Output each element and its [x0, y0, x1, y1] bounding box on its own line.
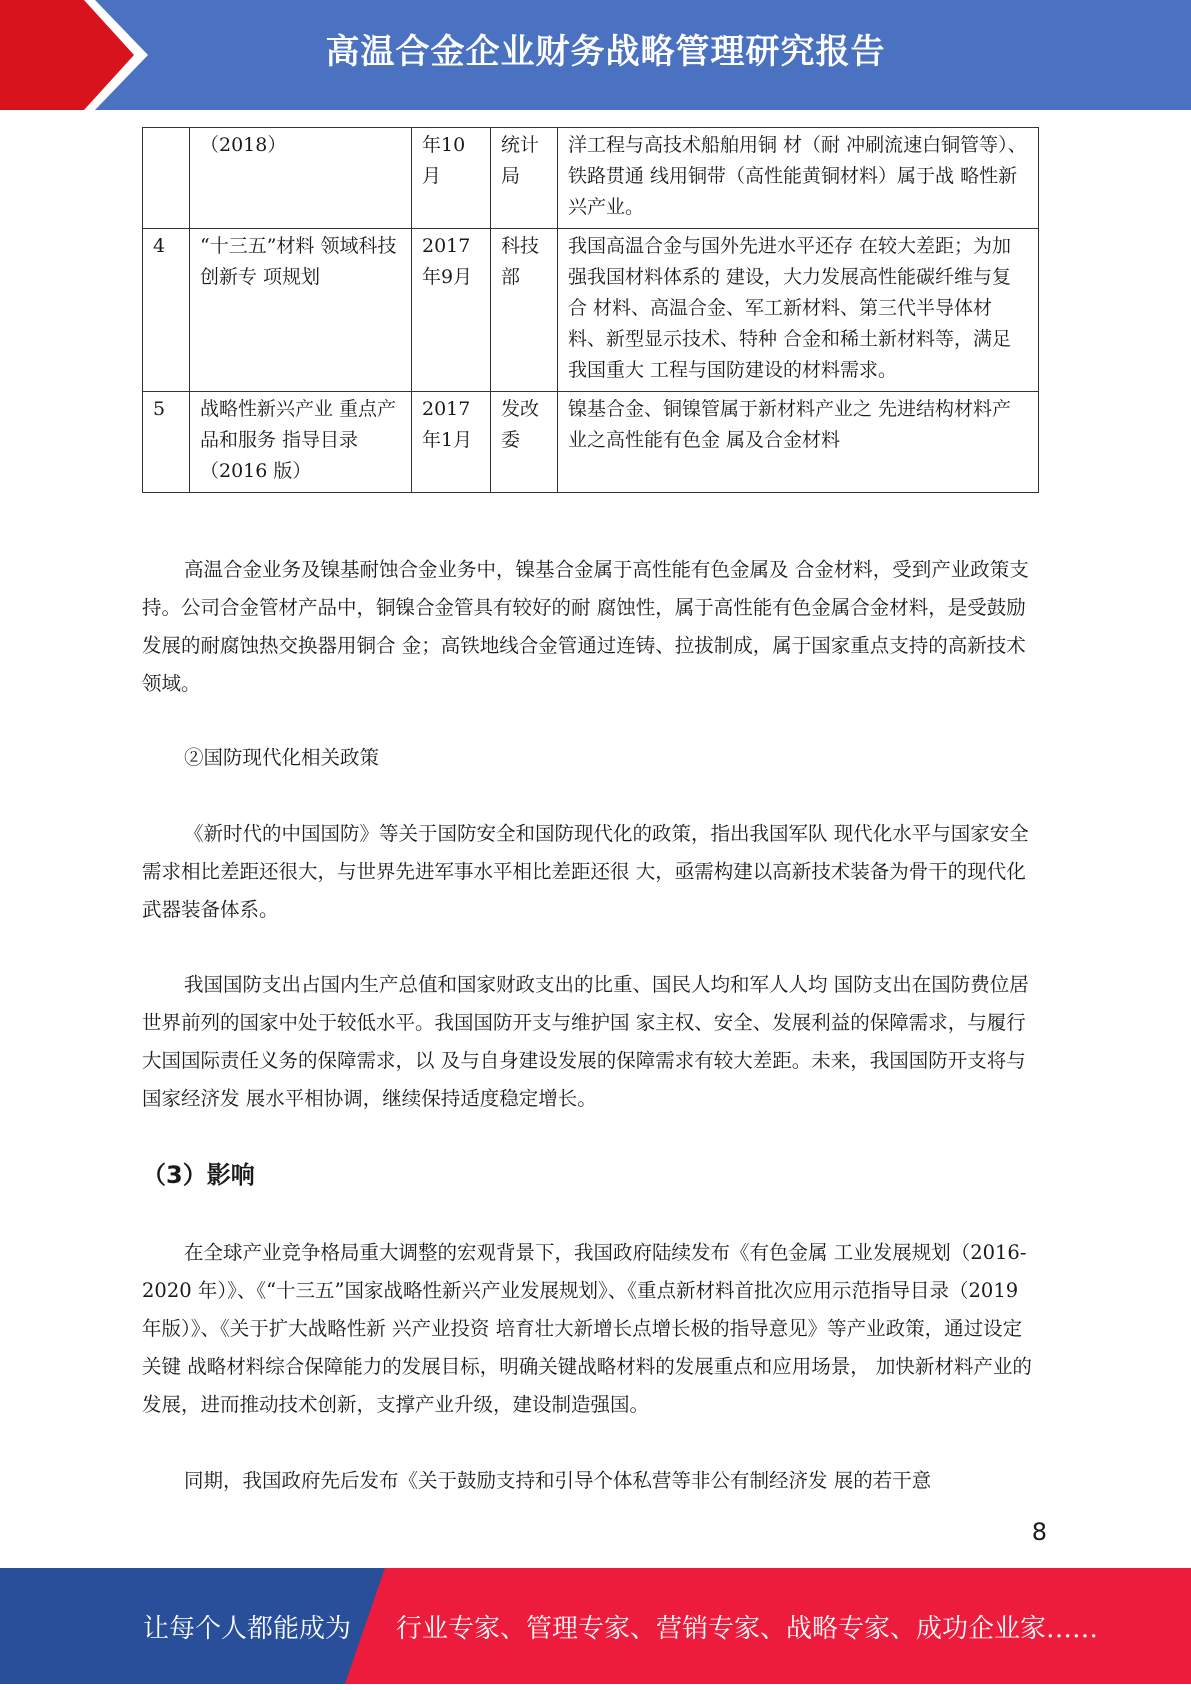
table-cell-department: 统计局	[491, 128, 558, 229]
table-cell-department: 科技部	[491, 229, 558, 392]
table-cell-policy-name: （2018）	[190, 128, 412, 229]
table-cell-content: 镍基合金、铜镍管属于新材料产业之 先进结构材料产业之高性能有色金 属及合金材料	[558, 392, 1039, 493]
table-cell-index	[143, 128, 190, 229]
footer-slogan-left: 让每个人都能成为	[143, 1614, 352, 1644]
table-cell-content: 我国高温合金与国外先进水平还存 在较大差距；为加强我国材料体系的 建设，大力发展高性能碳纤维与复合 材料、高温合金、军工新材料、第三代半导体材料、新型显示技术、特种 合金和稀土新材料等，满足我国重大 工程与国防建设的材料需求。	[558, 229, 1039, 392]
table-cell-date: 2017年9月	[412, 229, 491, 392]
table-cell-date: 2017年1月	[412, 392, 491, 493]
paragraph-text: 高温合金业务及镍基耐蚀合金业务中，镍基合金属于高性能有色金属及 合金材料，受到产业政策支持。公司合金管材产品中，铜镍合金管具有较好的耐 腐蚀性，属于高性能有色金属合金材料，是受鼓励发展的耐腐蚀热交换器用铜合 金；高铁地线合金管通过连铸、拉拔制成，属于国家重点支持的高新技术领域。	[142, 558, 1029, 695]
table-cell-policy-name: 战略性新兴产业 重点产品和服务 指导目录（2016 版）	[190, 392, 412, 493]
table-cell-content: 洋工程与高技术船舶用铜 材（耐 冲刷流速白铜管等）、铁路贯通 线用铜带（高性能黄铜材料）属于战 略性新兴产业。	[558, 128, 1039, 229]
table-cell-date: 年10月	[412, 128, 491, 229]
paragraph-private-economy	[142, 1462, 1038, 1500]
paragraph-text: 在全球产业竞争格局重大调整的宏观背景下，我国政府陆续发布《有色金属 工业发展规划（2016-2020 年）》、《“十三五”国家战略性新兴产业发展规划》、《重点新材料首批次应用示范指导目录（2019 年版）》、《关于扩大战略性新 兴产业投资 培育壮大新增长点增长极的指导意见》等产业政策，通过设定关键 战略材料综合保障能力的发展目标，明确关键战略材料的发展重点和应用场景， 加快新材料产业的发展，进而推动技术创新，支撑产业升级，建设制造强国。	[142, 1241, 1032, 1416]
report-title: 高温合金企业财务战略管理研究报告	[325, 32, 886, 72]
table-row	[143, 229, 1039, 392]
paragraph-industry-policy	[142, 551, 1038, 703]
policy-table	[142, 127, 1039, 493]
paragraph-defense-spending	[142, 966, 1038, 1118]
page-number: 8	[1031, 1518, 1047, 1546]
table-cell-index: 4	[143, 229, 190, 392]
subheading-text: ②国防现代化相关政策	[184, 746, 380, 769]
table-cell-department: 发改委	[491, 392, 558, 493]
section-heading: （3）影响	[142, 1161, 255, 1189]
table-row	[143, 128, 1039, 229]
table-row	[143, 392, 1039, 493]
subheading-defense-policy	[142, 739, 1038, 777]
paragraph-influence	[142, 1234, 1038, 1424]
page-header	[0, 0, 1191, 110]
paragraph-defense-modernization	[142, 815, 1038, 929]
page-footer	[0, 1568, 1191, 1684]
footer-slogan-right: 行业专家、管理专家、营销专家、战略专家、成功企业家……	[396, 1614, 1099, 1644]
table-cell-policy-name: “十三五”材料 领域科技创新专 项规划	[190, 229, 412, 392]
paragraph-text: 《新时代的中国国防》等关于国防安全和国防现代化的政策，指出我国军队 现代化水平与国家安全需求相比差距还很大，与世界先进军事水平相比差距还很 大，亟需构建以高新技术装备为骨干的现代化武器装备体系。	[142, 822, 1029, 921]
paragraph-text: 我国国防支出占国内生产总值和国家财政支出的比重、国民人均和军人人均 国防支出在国防费位居世界前列的国家中处于较低水平。我国国防开支与维护国 家主权、安全、发展利益的保障需求，与履行大国国际责任义务的保障需求，以 及与自身建设发展的保障需求有较大差距。未来，我国国防开支将与国家经济发 展水平相协调，继续保持适度稳定增长。	[142, 973, 1029, 1110]
paragraph-text: 同期，我国政府先后发布《关于鼓励支持和引导个体私营等非公有制经济发 展的若干意	[184, 1469, 932, 1492]
table-cell-index: 5	[143, 392, 190, 493]
